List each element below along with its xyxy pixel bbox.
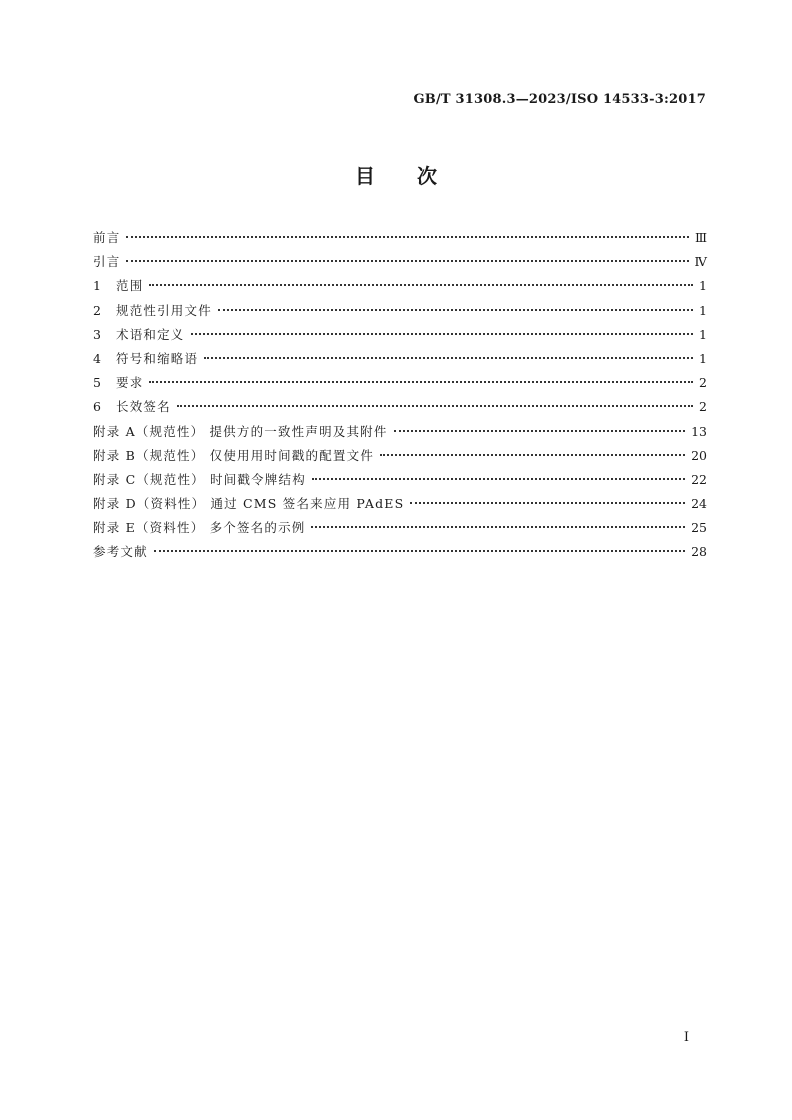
toc-entry-page: 2 [699, 399, 707, 415]
toc-dot-leader [149, 381, 693, 383]
toc-entry[interactable] [93, 446, 707, 470]
toc-entry[interactable] [93, 518, 707, 542]
toc-entry[interactable] [93, 349, 707, 373]
toc-entry-page: 28 [691, 544, 707, 560]
toc-dot-leader [218, 309, 693, 311]
page-number: Ⅰ [683, 1030, 689, 1045]
toc-entry-label: 符号和缩略语 [116, 350, 199, 366]
toc-entry[interactable] [93, 397, 707, 421]
toc-entry[interactable] [93, 276, 707, 300]
toc-dot-leader [177, 405, 693, 407]
toc-entry[interactable] [93, 373, 707, 397]
toc-entry-number: 6 [93, 399, 101, 415]
toc-entry[interactable] [93, 494, 707, 518]
toc-entry[interactable] [93, 422, 707, 446]
toc-entry-label: 引言 [93, 254, 121, 270]
toc-entry-page: 1 [699, 278, 707, 294]
toc-entry-number: 2 [93, 302, 101, 318]
toc-entry-label: 附录 D（资料性） 通过 CMS 签名来应用 PAdES [93, 496, 405, 512]
toc-entry-label: 附录 B（规范性） 仅使用用时间戳的配置文件 [93, 447, 375, 463]
toc-entry-label: 附录 C（规范性） 时间戳令牌结构 [93, 471, 306, 487]
toc-entry[interactable] [93, 252, 707, 276]
toc-dot-leader [380, 454, 685, 456]
toc-dot-leader [191, 333, 694, 335]
toc-entry-label: 规范性引用文件 [116, 302, 212, 318]
toc-dot-leader [410, 502, 685, 504]
toc-dot-leader [126, 260, 688, 262]
toc-dot-leader [204, 357, 693, 359]
standard-number: GB/T 31308.3—2023/ISO 14533-3:2017 [413, 92, 706, 107]
toc-entry-page: Ⅳ [694, 254, 707, 270]
toc-entry-label: 附录 A（规范性） 提供方的一致性声明及其附件 [93, 423, 388, 439]
toc-entry-page: 13 [691, 423, 707, 439]
toc-entry-number: 5 [93, 375, 101, 391]
toc-dot-leader [311, 526, 685, 528]
toc-entry[interactable] [93, 542, 707, 566]
toc-entry-number: 4 [93, 350, 101, 366]
toc-dot-leader [312, 478, 685, 480]
toc-entry-page: 1 [699, 326, 707, 342]
table-of-contents [93, 228, 707, 567]
toc-entry[interactable] [93, 228, 707, 252]
toc-entry[interactable] [93, 325, 707, 349]
toc-entry-label: 前言 [93, 230, 121, 245]
toc-entry-label: 参考文献 [93, 544, 148, 560]
toc-entry-label: 术语和定义 [116, 326, 185, 342]
toc-entry-label: 长效签名 [116, 399, 171, 415]
toc-dot-leader [126, 236, 689, 238]
toc-entry-page: 2 [699, 375, 707, 391]
page-title: 目次 [355, 164, 479, 188]
toc-entry-label: 要求 [116, 375, 144, 391]
toc-entry-page: 24 [691, 496, 707, 512]
toc-entry-label: 附录 E（资料性） 多个签名的示例 [93, 520, 306, 536]
toc-dot-leader [394, 430, 686, 432]
toc-entry-page: 22 [691, 471, 707, 487]
toc-entry[interactable] [93, 470, 707, 494]
toc-entry-number: 1 [93, 278, 101, 294]
toc-dot-leader [154, 550, 685, 552]
toc-entry-page: 1 [699, 302, 707, 318]
toc-entry-page: 25 [691, 520, 707, 536]
toc-entry-page: 1 [699, 350, 707, 366]
toc-entry-number: 3 [93, 326, 101, 342]
toc-entry-page: Ⅲ [694, 230, 707, 245]
toc-entry[interactable] [93, 301, 707, 325]
toc-entry-label: 范围 [116, 278, 144, 294]
toc-dot-leader [149, 284, 693, 286]
toc-entry-page: 20 [691, 447, 707, 463]
